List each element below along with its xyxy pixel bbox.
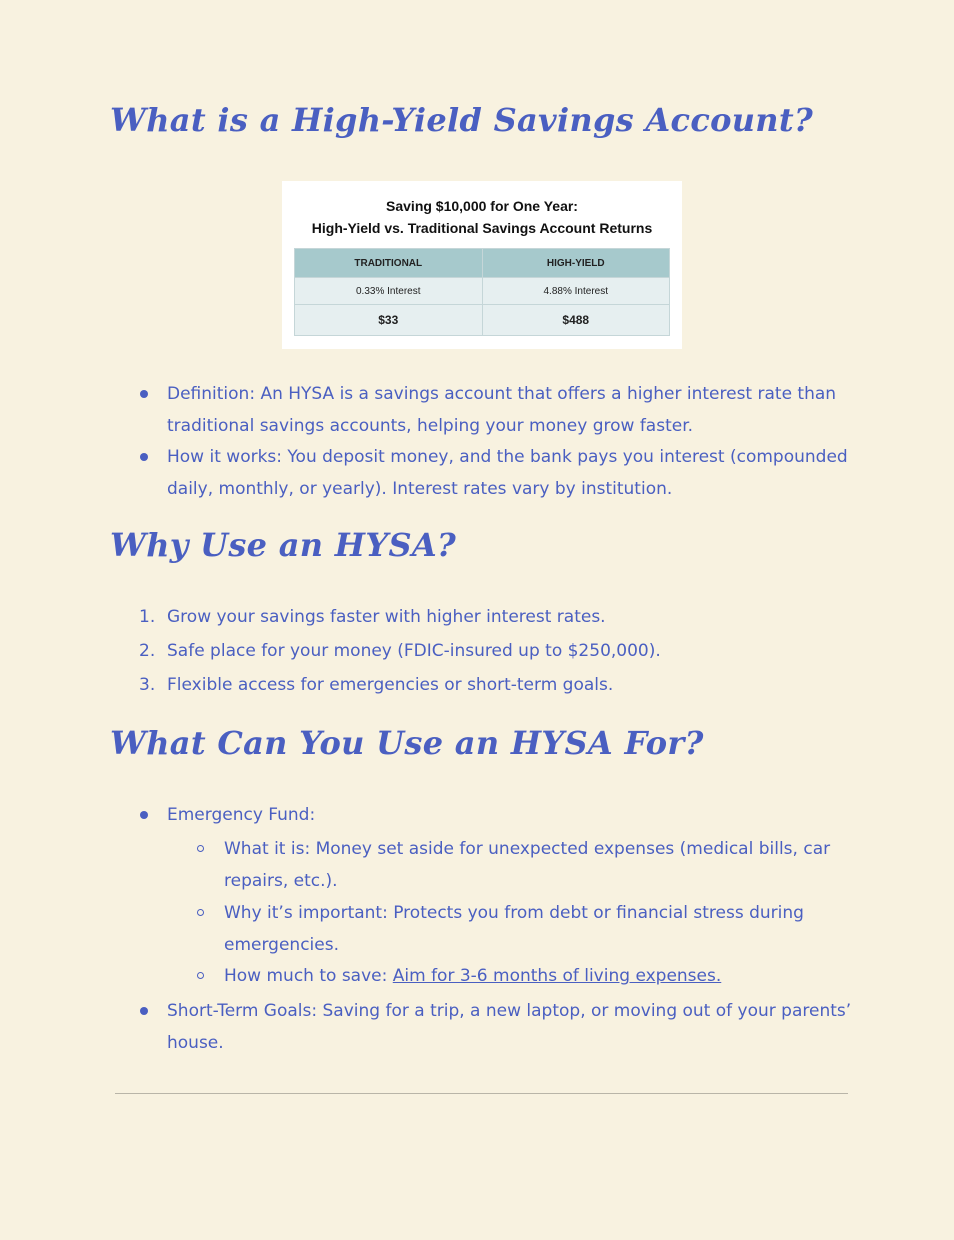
heading-what-is-hysa: What is a High-Yield Savings Account?	[110, 101, 814, 139]
list-number: 1.	[139, 607, 156, 627]
how-it-works-text: How it works: You deposit money, and the bank pays you interest (compounded daily, monthly, or yearly). Interest rates vary by institution.	[167, 447, 848, 499]
col-traditional: TRADITIONAL	[295, 249, 483, 278]
sub-bullet-icon	[197, 845, 204, 852]
bullet-icon	[140, 811, 148, 819]
sub-bullet-icon	[197, 972, 204, 979]
table-row-interest	[295, 278, 670, 305]
list-item-definition	[167, 378, 857, 442]
list-item-emergency-fund: Emergency Fund:	[167, 805, 316, 825]
high-yield-interest: 4.88% Interest	[482, 278, 670, 305]
sub-item-why-important: Why it’s important: Protects you from debt or financial stress during emergencies.	[224, 903, 804, 955]
traditional-return: $33	[295, 305, 483, 336]
bullet-icon	[140, 453, 148, 461]
list-number: 3.	[139, 675, 156, 695]
horizontal-divider	[115, 1093, 848, 1094]
living-expenses-link[interactable]: Aim for 3-6 months of living expenses.	[392, 966, 722, 986]
list-item-how-it-works	[167, 441, 857, 505]
figure-title-line1: Saving $10,000 for One Year:	[386, 198, 578, 214]
comparison-table	[294, 248, 670, 336]
table-header-row	[295, 249, 670, 278]
sub-item-what-it-is: What it is: Money set aside for unexpected expenses (medical bills, car repairs, etc.).	[224, 839, 831, 891]
bullet-icon	[140, 1007, 148, 1015]
how-much-label: How much to save:	[224, 966, 393, 986]
col-high-yield: HIGH-YIELD	[482, 249, 670, 278]
definition-text: Definition: An HYSA is a savings account that offers a higher interest rate than traditional savings accounts, helping your money grow faster.	[167, 384, 837, 436]
list-number: 2.	[139, 641, 156, 661]
table-row-returns	[295, 305, 670, 336]
traditional-interest: 0.33% Interest	[295, 278, 483, 305]
heading-what-can-you-use: What Can You Use an HYSA For?	[110, 724, 704, 762]
comparison-figure	[282, 181, 682, 349]
figure-title-line2: High-Yield vs. Traditional Savings Account Returns	[311, 220, 653, 236]
numbered-item-2: Safe place for your money (FDIC-insured up to $250,000).	[167, 641, 661, 661]
bullet-icon	[140, 390, 148, 398]
numbered-item-3: Flexible access for emergencies or short-term goals.	[167, 675, 614, 695]
numbered-item-1: Grow your savings faster with higher interest rates.	[167, 607, 606, 627]
high-yield-return: $488	[482, 305, 670, 336]
heading-why-use-hysa: Why Use an HYSA?	[110, 526, 457, 564]
sub-item-how-much	[224, 960, 844, 992]
sub-bullet-icon	[197, 909, 204, 916]
list-item-short-term: Short-Term Goals: Saving for a trip, a new laptop, or moving out of your parents’ house.	[167, 1001, 852, 1053]
